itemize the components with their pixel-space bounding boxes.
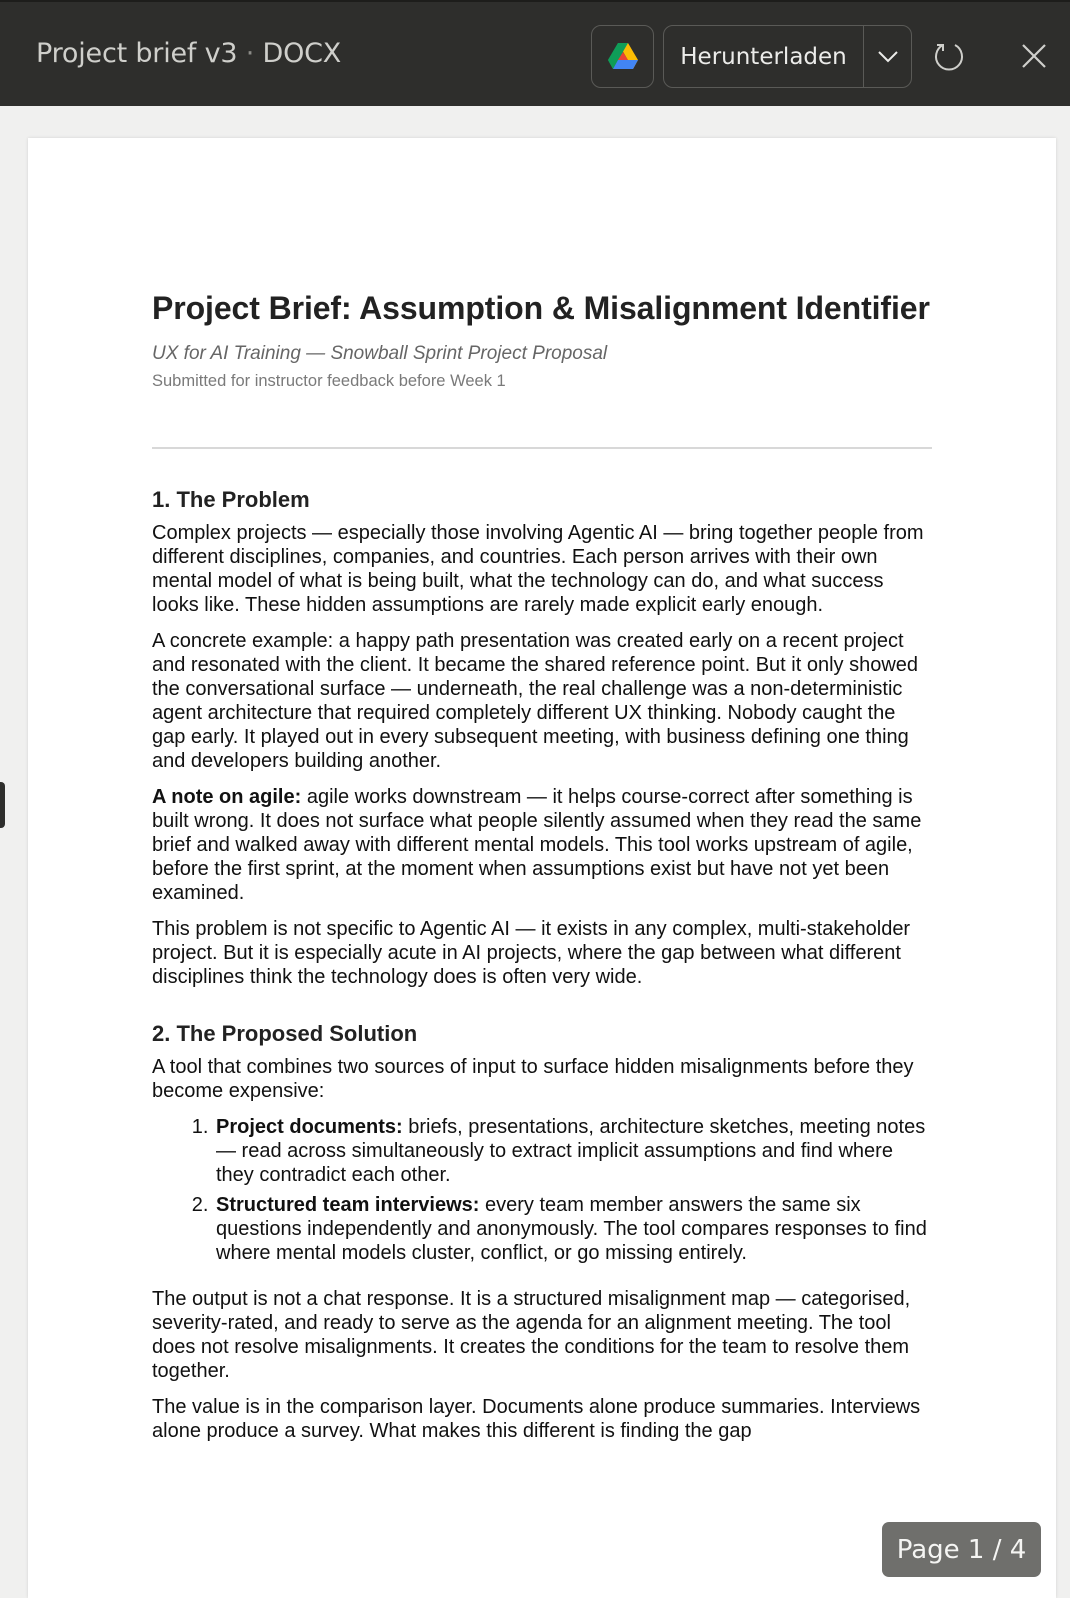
input-sources-list [152,1115,932,1265]
paragraph: Complex projects — especially those involving Agentic AI — bring together people from different disciplines, companies, and countries. Each person arrives with their own mental model of what is being built, what the technology can do, and what success looks like. These hidden assumptions are rarely made explicit early enough. [152,521,924,616]
file-name: Project brief v3 [36,38,238,69]
page-indicator: Page 1 / 4 [882,1522,1041,1577]
document-title [36,38,341,69]
paragraph: The value is in the comparison layer. Documents alone produce summaries. Interviews alone produce a survey. What makes this different is finding the gap [152,1395,921,1442]
download-button[interactable]: Herunterladen [664,26,864,87]
title-separator: · [237,38,263,69]
agile-note-label: A note on agile: [152,785,302,808]
download-options-button[interactable] [864,26,911,87]
page-content [152,290,932,1455]
paragraph: A tool that combines two sources of input to surface hidden misalignments before they become expensive: [152,1055,914,1102]
google-drive-icon [608,43,638,70]
list-item-label: Structured team interviews: [216,1193,480,1216]
document-page [28,138,1056,1598]
chevron-down-icon [877,50,899,64]
close-button[interactable] [1014,36,1054,76]
close-icon [1020,42,1048,70]
side-panel-handle[interactable] [0,782,5,828]
list-item [214,1193,932,1265]
file-type: DOCX [262,38,342,69]
document-subtitle: UX for AI Training — Snowball Sprint Project Proposal [152,342,608,364]
paragraph: This problem is not specific to Agentic AI — it exists in any complex, multi-stakeholder project. But it is especially acute in AI projects, where the gap between what different disciplines think the technology does is often very wide. [152,917,911,988]
list-item [214,1115,932,1187]
list-item-text: every team member answers the same six questions independently and anonymously. The tool compares responses to find where mental models cluster, conflict, or go missing entirely. [216,1193,927,1264]
section-heading-problem: 1. The Problem [152,486,310,512]
paragraph: The output is not a chat response. It is a structured misalignment map — categorised, severity-rated, and ready to serve as the agenda for an alignment meeting. The tool does not resolve misalignments. It creates the conditions for the team to resolve them together. [152,1287,911,1382]
paragraph-agile-note [152,785,932,905]
save-to-drive-button[interactable] [591,25,654,88]
list-item-label: Project documents: [216,1115,403,1138]
document-heading: Project Brief: Assumption & Misalignment Identifier [152,290,930,326]
section-heading-solution: 2. The Proposed Solution [152,1020,418,1046]
refresh-icon [932,39,966,73]
list-item-text: briefs, presentations, architecture sketches, meeting notes — read across simultaneously to extract implicit assumptions and find where they contradict each other. [216,1115,926,1186]
agile-note-text: agile works downstream — it helps course-correct after something is built wrong. It does not surface what people silently assumed when they read the same brief and walked away with different mental models. This tool works upstream of agile, before the first sprint, at the moment when assumptions exist but have not yet been examined. [152,785,922,904]
paragraph: A concrete example: a happy path presentation was created early on a recent project and resonated with the client. It became the shared reference point. But it only showed the conversational surface — underneath, the real challenge was a non-deterministic agent architecture that required completely different UX thinking. Nobody caught the gap early. It played out in every subsequent meeting, with business defining one thing and developers building another. [152,629,919,772]
divider [152,447,932,449]
refresh-button[interactable] [929,36,969,76]
viewer-header [0,0,1070,106]
download-split-button [663,25,912,88]
submission-note: Submitted for instructor feedback before Week 1 [152,371,506,390]
